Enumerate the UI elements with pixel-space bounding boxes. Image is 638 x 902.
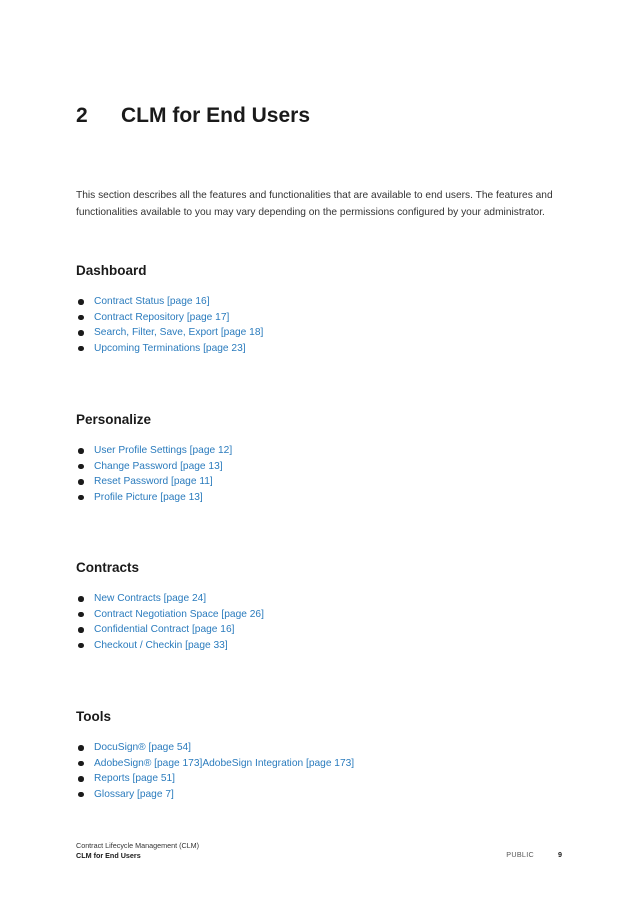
page-number: 9 <box>558 850 562 859</box>
link-new-contracts[interactable]: New Contracts [page 24] <box>94 593 207 604</box>
bullet-icon <box>78 448 84 454</box>
list-item <box>76 490 232 506</box>
footer-chapter-title: CLM for End Users <box>76 851 141 860</box>
list-item <box>76 740 354 756</box>
list-item <box>76 591 264 607</box>
list-item <box>76 310 263 326</box>
bullet-icon <box>78 776 84 782</box>
link-profile-picture[interactable]: Profile Picture [page 13] <box>94 491 203 503</box>
list-item <box>76 294 263 310</box>
chapter-heading <box>76 104 310 128</box>
section-contracts <box>76 558 556 651</box>
bullet-icon <box>78 495 84 501</box>
bullet-icon <box>78 464 84 470</box>
personalize-link-list <box>76 443 232 505</box>
chapter-number: 2 <box>76 104 88 127</box>
list-item <box>76 607 264 623</box>
bullet-icon <box>78 299 84 305</box>
footer-classification: PUBLIC <box>506 850 534 859</box>
link-reset-password[interactable]: Reset Password [page 11] <box>94 476 213 488</box>
section-personalize <box>76 410 556 503</box>
link-docusign[interactable]: DocuSign® [page 54] <box>94 742 191 753</box>
chapter-title: CLM for End Users <box>121 104 311 127</box>
link-confidential-contract[interactable]: Confidential Contract [page 16] <box>94 624 235 636</box>
section-title-contracts: Contracts <box>76 560 140 575</box>
bullet-icon <box>78 596 84 602</box>
link-contract-status[interactable]: Contract Status [page 16] <box>94 296 210 307</box>
section-tools <box>76 707 556 800</box>
link-change-password[interactable]: Change Password [page 13] <box>94 460 223 472</box>
bullet-icon <box>78 761 84 767</box>
list-item <box>76 638 264 654</box>
link-adobesign[interactable]: AdobeSign® [page 173]AdobeSign Integration [page 173] <box>94 757 355 769</box>
list-item <box>76 771 354 787</box>
bullet-icon <box>78 330 84 336</box>
bullet-icon <box>78 612 84 618</box>
footer-document-title: Contract Lifecycle Management (CLM) <box>76 841 200 850</box>
section-title-dashboard: Dashboard <box>76 263 147 278</box>
bullet-icon <box>78 346 84 352</box>
bullet-icon <box>78 627 84 633</box>
list-item <box>76 622 264 638</box>
list-item <box>76 443 232 459</box>
list-item <box>76 474 232 490</box>
list-item <box>76 325 263 341</box>
link-checkout-checkin[interactable]: Checkout / Checkin [page 33] <box>94 639 228 651</box>
footer-document-info <box>76 841 199 861</box>
link-search-filter-save-export[interactable]: Search, Filter, Save, Export [page 18] <box>94 327 264 339</box>
link-user-profile-settings[interactable]: User Profile Settings [page 12] <box>94 445 233 456</box>
intro-paragraph: This section describes all the features and functionalities that are available to end users. The features and functionalities available to you may vary depending on the permissions configured by your administrator. <box>76 190 553 218</box>
dashboard-link-list <box>76 294 263 356</box>
link-contract-repository[interactable]: Contract Repository [page 17] <box>94 311 230 323</box>
bullet-icon <box>78 479 84 485</box>
list-item <box>76 459 232 475</box>
section-title-tools: Tools <box>76 709 111 724</box>
bullet-icon <box>78 792 84 798</box>
section-title-personalize: Personalize <box>76 412 152 427</box>
link-reports[interactable]: Reports [page 51] <box>94 773 175 785</box>
link-contract-negotiation-space[interactable]: Contract Negotiation Space [page 26] <box>94 608 264 620</box>
bullet-icon <box>78 745 84 751</box>
list-item <box>76 756 354 772</box>
contracts-link-list <box>76 591 264 653</box>
bullet-icon <box>78 315 84 321</box>
footer-page-info <box>506 850 562 860</box>
tools-link-list <box>76 740 354 802</box>
bullet-icon <box>78 643 84 649</box>
section-dashboard <box>76 261 556 354</box>
list-item <box>76 787 354 803</box>
link-upcoming-terminations[interactable]: Upcoming Terminations [page 23] <box>94 342 246 354</box>
link-glossary[interactable]: Glossary [page 7] <box>94 788 174 800</box>
list-item <box>76 341 263 357</box>
